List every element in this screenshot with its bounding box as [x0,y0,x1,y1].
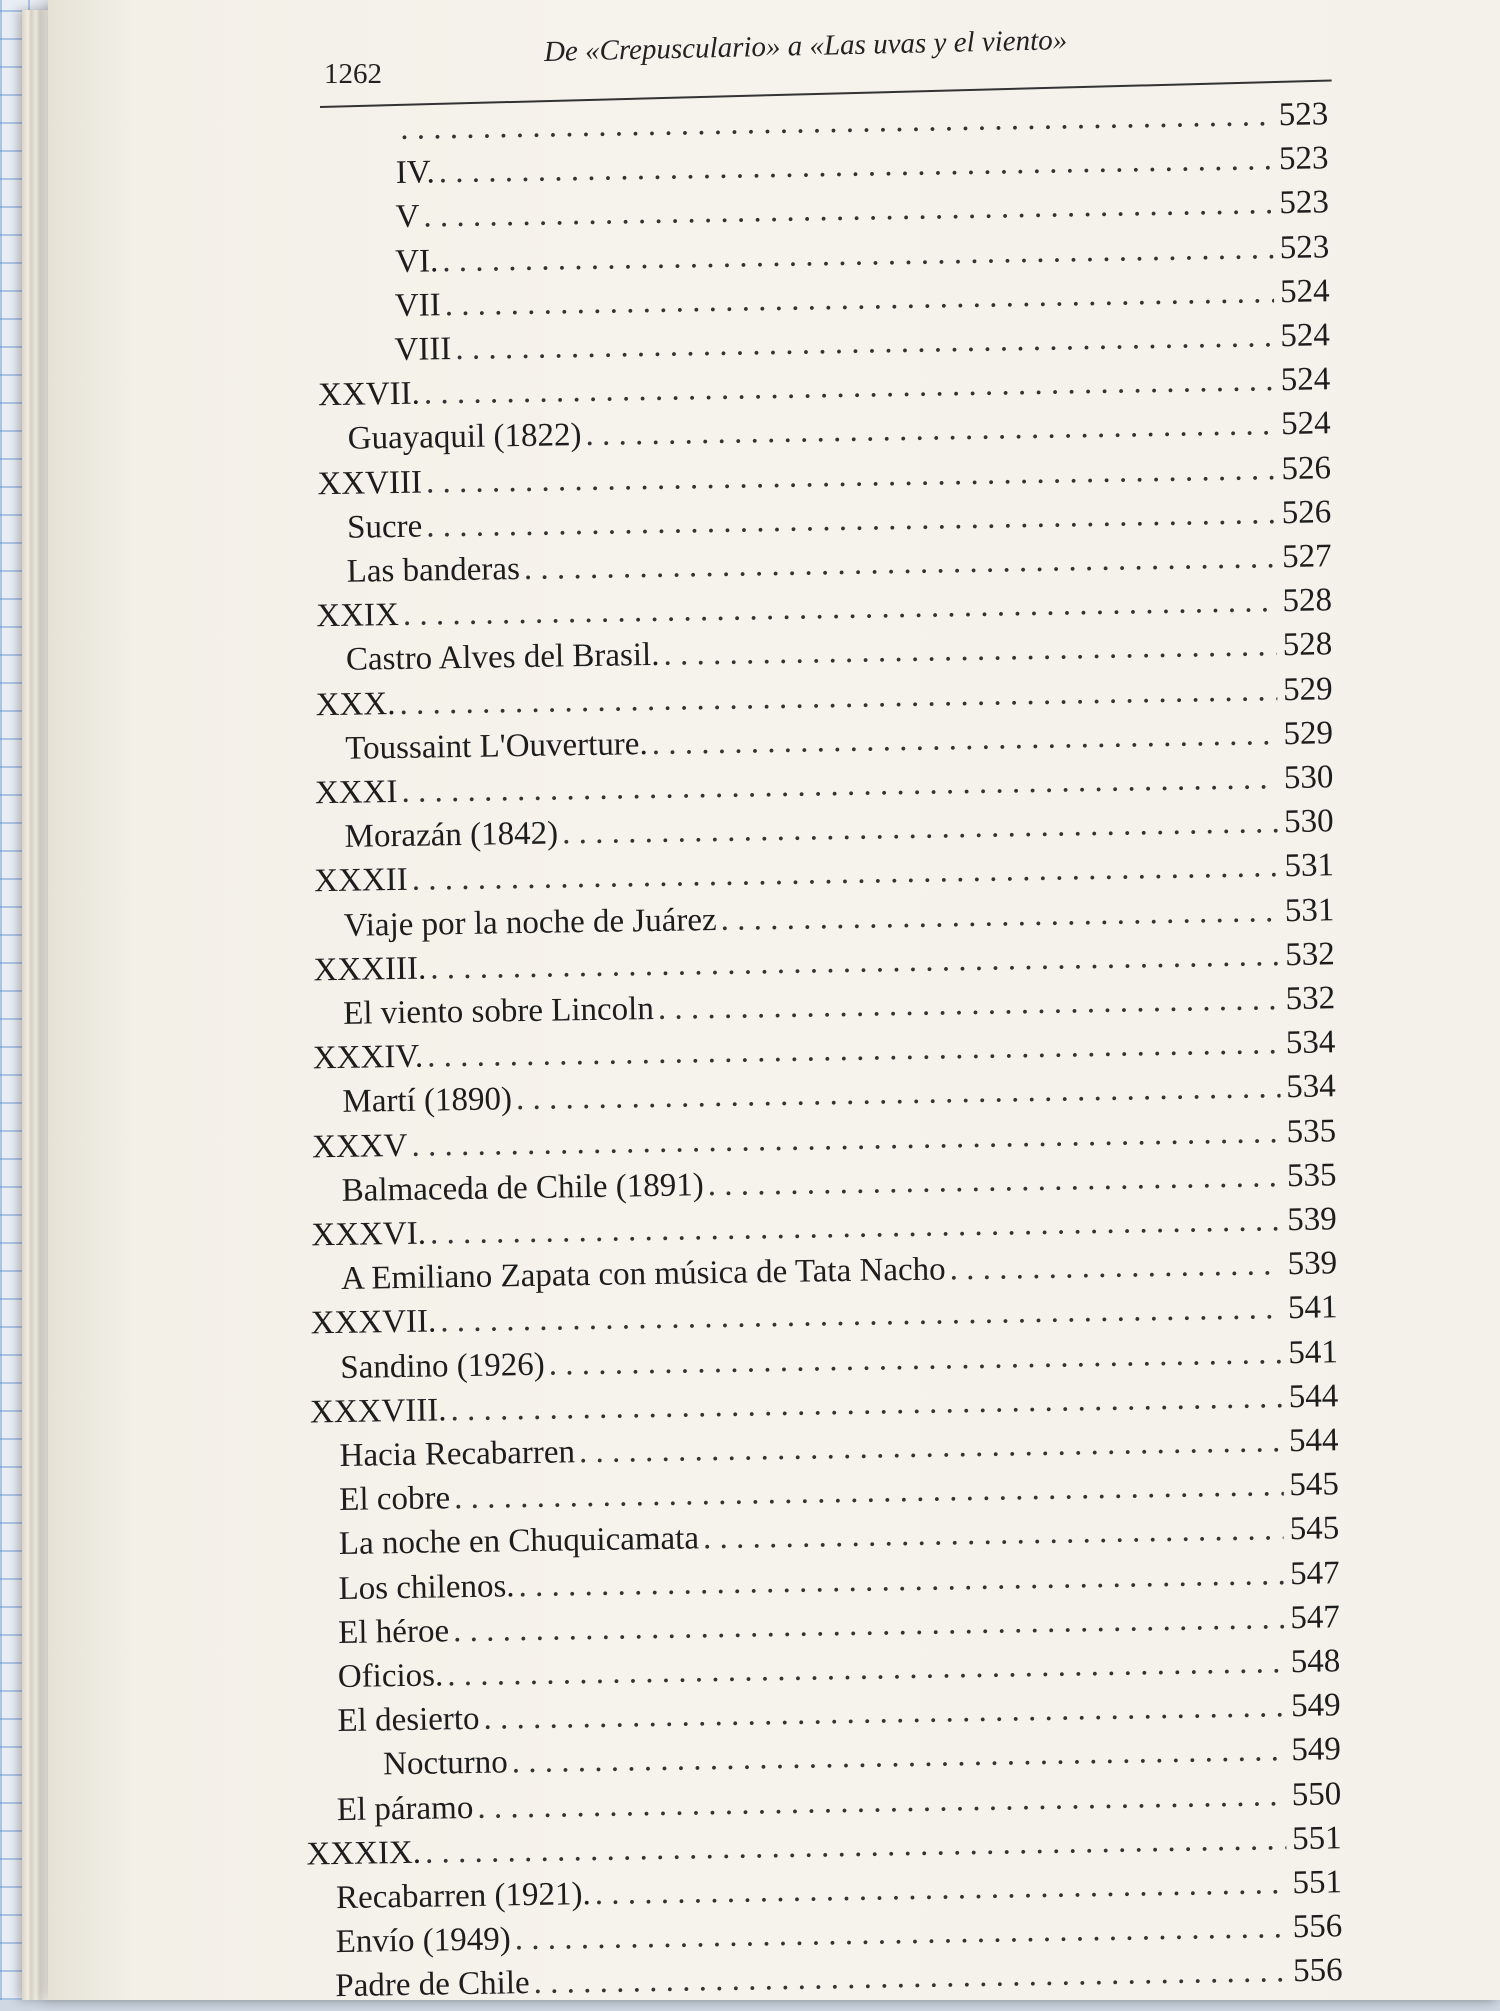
toc-entry-title: VIII [394,331,452,368]
toc-entry-title: IV. [395,154,436,192]
toc-entry-title: Guayaquil (1822) [347,417,582,458]
toc-entry-title: Padre de Chile [335,1965,530,2005]
toc-entry-title: XXVII. [317,375,421,414]
toc-entry-title: Martí (1890) [342,1081,513,1121]
toc-entry-title: XXIX [316,597,400,635]
toc-entry-title: Hacia Recabarren [339,1434,576,1474]
toc-entry-title: Envío (1949) [335,1921,512,1961]
toc-entry-page: 529 [1282,670,1333,708]
toc-entry-title: El desierto [337,1701,480,1740]
toc-entry-title: VI. [394,242,439,280]
dot-leader [585,407,1275,455]
dot-leader [594,1865,1286,1913]
toc-entry-title: V [395,198,420,236]
toc-entry-title: Viaje por la noche de Juárez [343,901,717,944]
toc-entry-page: 535 [1286,1157,1337,1194]
toc-entry-title: XXXIX. [306,1834,422,1873]
dot-leader [703,1512,1284,1558]
toc-entry-title: XXXI [314,773,398,812]
toc-entry-page: 524 [1280,405,1331,443]
dot-leader [651,716,1277,763]
toc-entry-page: 529 [1283,715,1334,752]
toc-entry-page: 544 [1288,1378,1339,1415]
dot-leader [720,893,1279,939]
toc-entry-title: Morazán (1842) [344,815,559,856]
toc-entry-title: El páramo [336,1789,474,1828]
toc-entry-page: 534 [1285,1024,1336,1062]
toc-entry-page: 530 [1283,759,1334,797]
toc-entry-page: 527 [1281,538,1332,576]
toc-entry-title: A Emiliano Zapata con música de Tata Nacho [340,1251,946,1298]
toc-entry-title: VII [394,287,441,324]
toc-entry-page: 541 [1287,1289,1338,1327]
toc-entry-page: 556 [1292,1908,1343,1946]
toc-entry-page: 549 [1291,1731,1342,1769]
toc-entry-title: XXVIII [317,464,423,502]
toc-entry-page: 524 [1280,361,1331,399]
toc-entry-page: 528 [1282,582,1333,620]
toc-entry-page: 526 [1281,494,1332,531]
toc-entry-page: 541 [1288,1333,1339,1371]
toc-entry-page: 532 [1285,980,1336,1018]
toc-entry-page: 545 [1289,1466,1340,1504]
toc-entry-page: 549 [1290,1687,1341,1725]
toc-entry-page: 532 [1284,936,1335,973]
toc-entry-title: XXX. [315,685,396,723]
toc-entry-page: 545 [1289,1510,1340,1548]
toc-entry-title: Recabarren (1921). [335,1876,592,1917]
toc-entry-page: 551 [1292,1864,1343,1902]
toc-entry-page: 534 [1285,1068,1337,1106]
toc-entry-title: Las banderas [346,551,521,590]
toc-entry-page: 548 [1290,1643,1341,1681]
dot-leader [658,981,1280,1028]
toc-entry-title: XXXVIII. [309,1392,447,1431]
toc-entry-page: 556 [1292,1952,1343,1990]
toc-entry-title: Balmaceda de Chile (1891) [341,1167,704,1209]
dot-leader [949,1246,1282,1288]
toc-entry-title: Sandino (1926) [340,1346,545,1386]
toc-entry-title: XXXVI. [311,1215,427,1254]
toc-entry-page: 539 [1287,1245,1338,1283]
toc-entry-title: Los chilenos. [338,1567,515,1607]
toc-entry-page: 526 [1281,449,1332,487]
toc-entry-title: Toussaint L'Ouverture. [345,725,648,767]
toc-entry-page: 547 [1289,1554,1340,1592]
toc-entry-page: 535 [1286,1112,1337,1150]
toc-entry-title: XXXIII. [313,950,427,989]
toc-entry-page: 544 [1288,1422,1339,1460]
toc-entry-title: La noche en Chuquicamata [338,1520,700,1563]
running-title: De «Crepusculario» a «Las uvas y el viento» [543,24,1068,68]
toc-entry-page: 531 [1284,891,1335,929]
dot-leader [663,628,1277,675]
toc-entry-title: Oficios. [337,1657,444,1696]
toc-entry-page: 523 [1278,140,1329,178]
toc-entry-page: 547 [1290,1599,1341,1636]
toc-entry-page: 528 [1282,626,1333,664]
book-page [48,0,1500,2005]
page-number: 1262 [324,58,382,90]
toc-entry-page: 523 [1278,96,1329,134]
toc-entry-page: 550 [1291,1775,1342,1813]
toc-entry-title: Nocturno [382,1744,509,1783]
toc-entry-page: 530 [1283,803,1334,841]
toc-entry-title: XXXVII. [310,1303,437,1342]
toc-entry-page: 524 [1280,317,1331,355]
toc-entry-title: XXXV [311,1127,408,1165]
dot-leader [707,1158,1281,1204]
toc-entry-page: 523 [1279,184,1330,222]
toc-entry-title: XXXIV. [312,1038,424,1077]
toc-entry-page: 523 [1279,228,1330,266]
toc-entry-page: 531 [1284,847,1335,885]
toc-entry-title: El cobre [338,1480,451,1519]
toc-entry-page: 551 [1291,1820,1342,1857]
toc-entry-page: 539 [1286,1201,1338,1239]
toc-entry-title: XXXII [313,862,409,900]
toc-entry-page: 524 [1279,273,1330,310]
toc-entry-title: El viento sobre Lincoln [342,990,655,1032]
toc-entry-title: El héroe [337,1613,450,1651]
toc-entry-title: Castro Alves del Brasil. [345,637,660,679]
toc-entry-title: Sucre [346,508,423,546]
